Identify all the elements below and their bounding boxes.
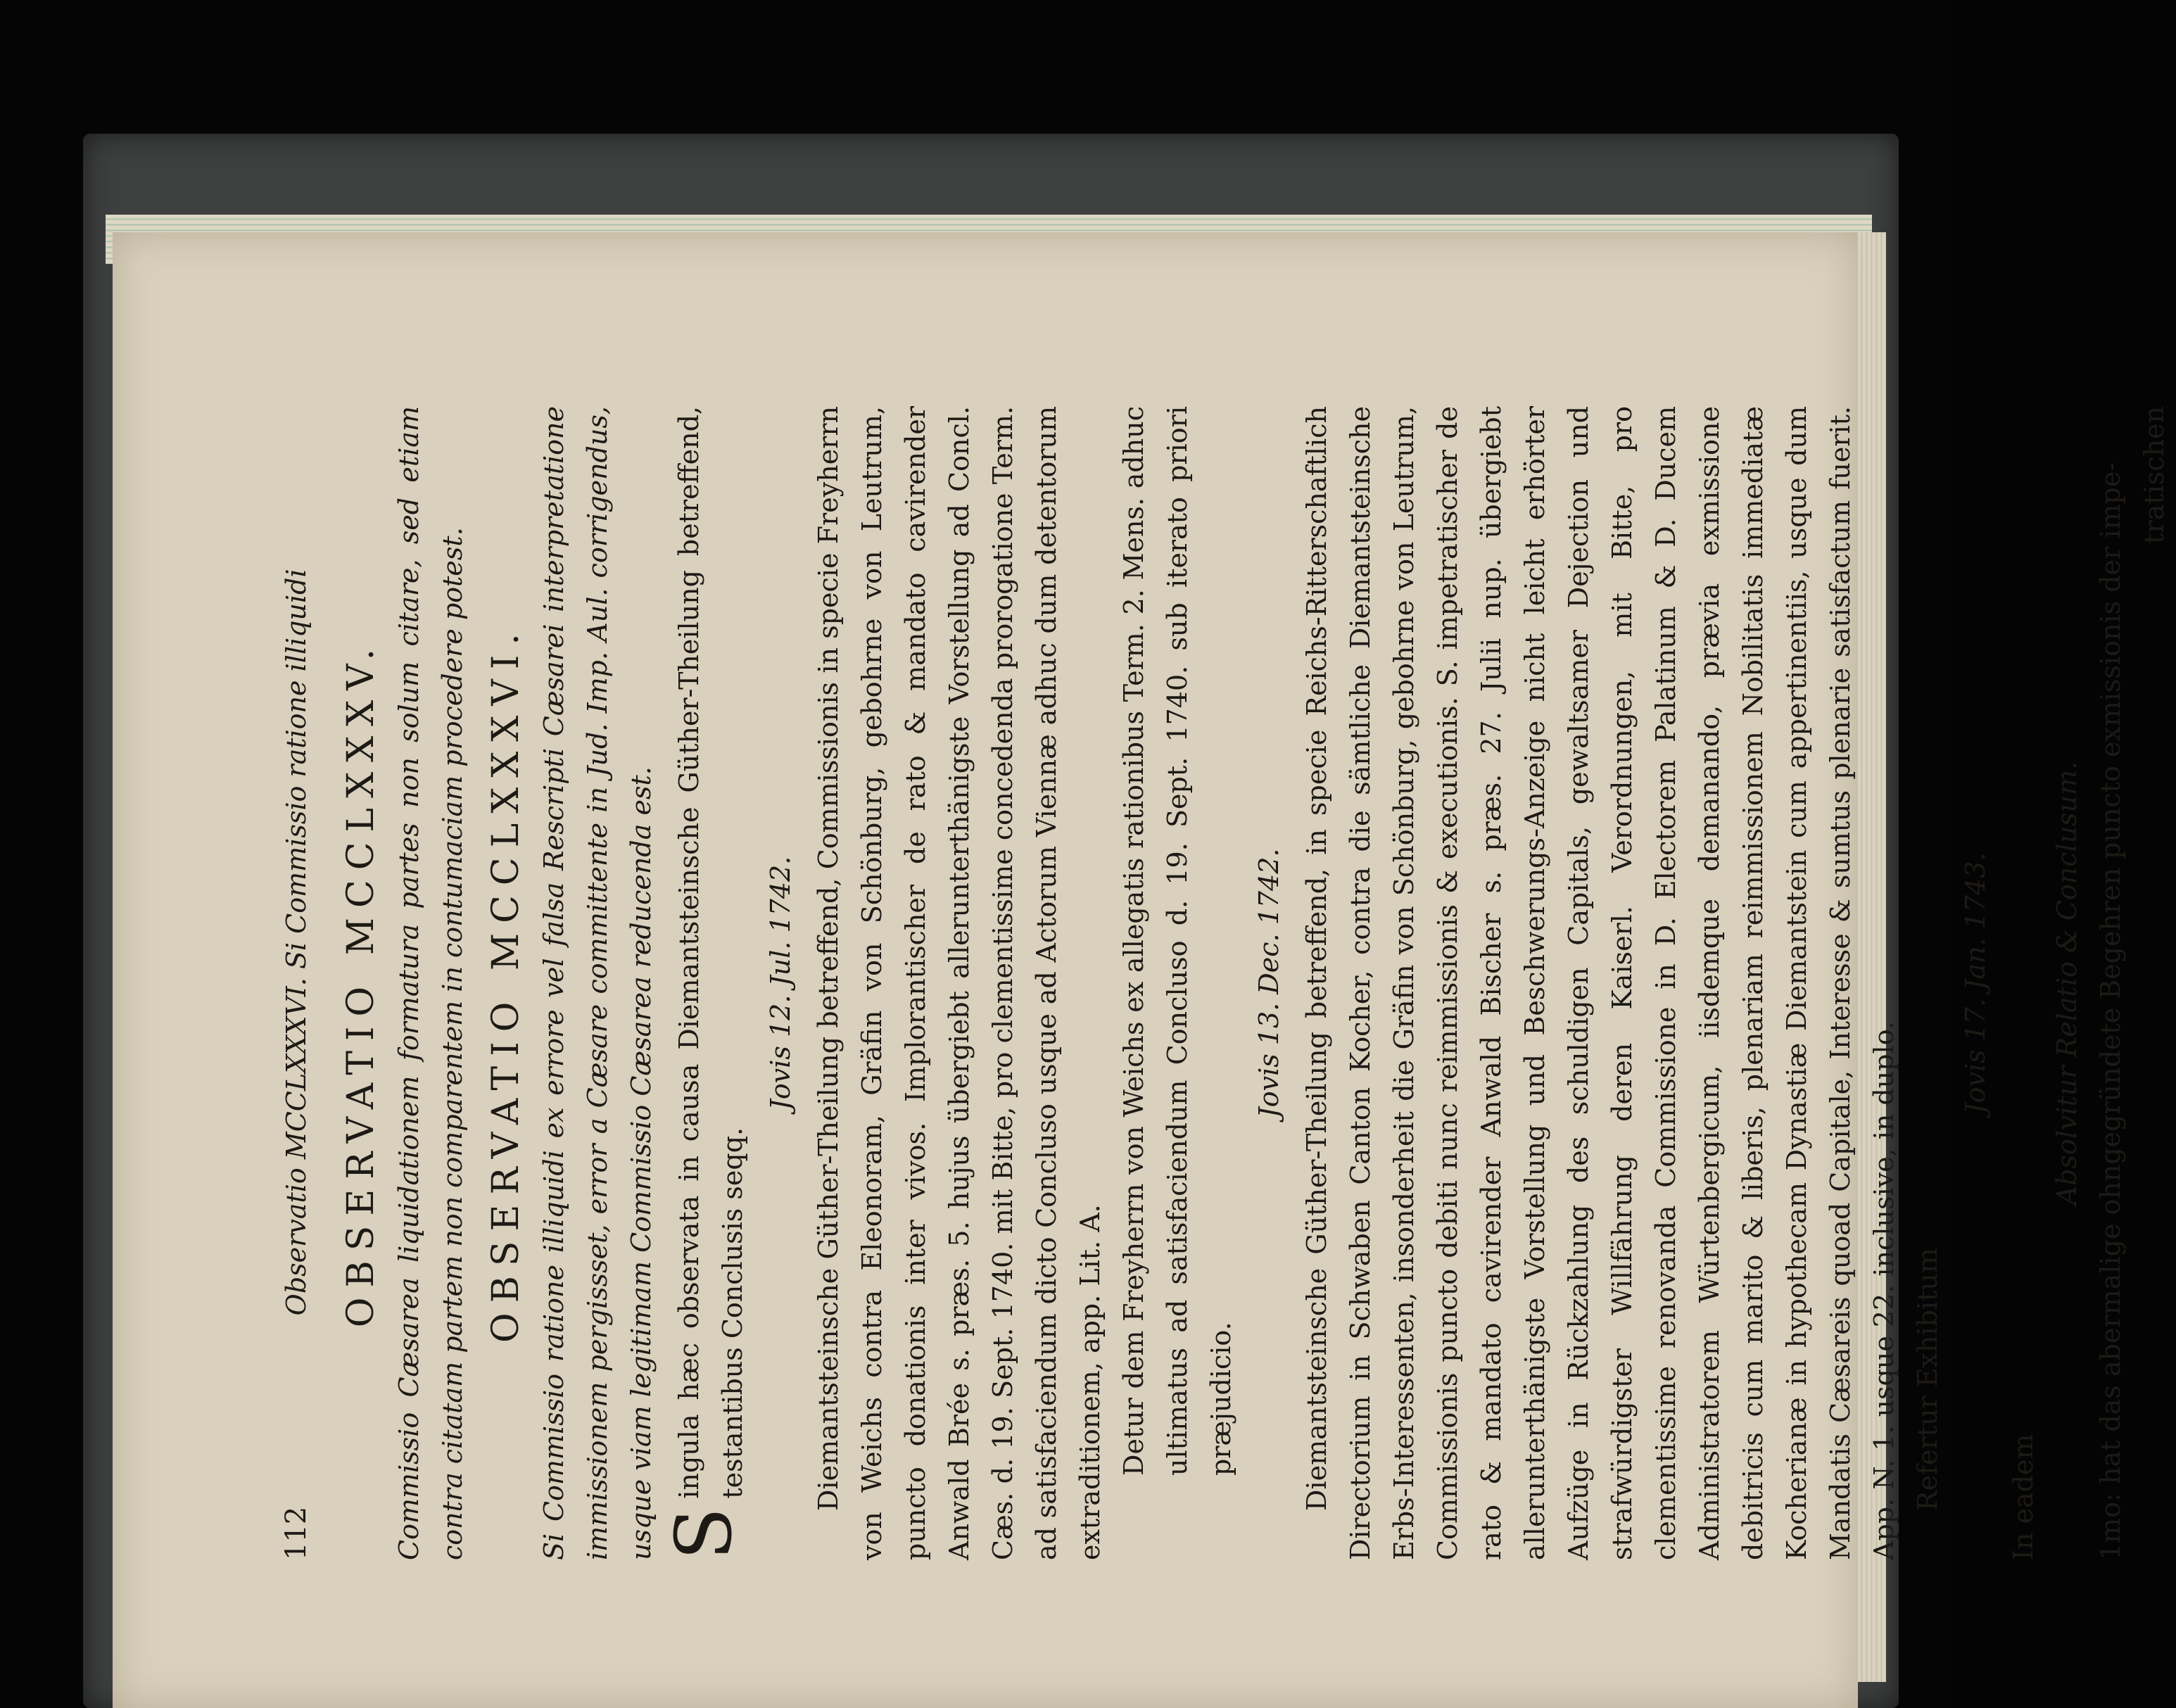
text-block — [274, 406, 2176, 1560]
observation-1285-heading: OBSERVATIO MCCLXXXV. — [340, 638, 382, 1328]
date-1: Jovis 12. Jul. 1742. — [765, 856, 796, 1111]
paragraph-2: Diemantsteinsche Güther-Theilung betreffend, in specie Reichs-Ritterschaftlich Directorium in Schwaben Canton Kocher, contra die sämtliche Diemantsteinsche Erbs-Interessenten, insonderheit die Gräfin von Schönburg, gebohrne von Leutrum, Commissionis puncto debiti nunc reimmissionis & executionis. S. impetratischer de rato & mandato cavirender Anwald Bischer s. præs. 27. Julii nup. übergiebt allerunterthänigste Vorstellung und Beschwerungs-Anzeige nicht leicht erhörter Aufzüge in Rückzahlung des schuldigen Capitals, gewaltsamer Dejection und strafwürdigster Willfährung deren Kaiserl. Verordnungen, mit Bitte, pro clementissime renovanda Commissione in D. Electorem Palatinum & D. Ducem Administratorem Würtenbergicum, iisdemque demanando, prævia exmissione debitricis cum marito & liberis, plenariam reimmissionem Nobilitatis immediatæ Kocherianæ in hypothecam Dynastiæ Diemantstein cum appertinentiis, usque dum Mandatis Cæsareis quoad Capitale, Interesse & sumtus plenarie satisfactum fuerit. App. N. 1. usque 22. inclusive, in duplo. — [1301, 406, 1899, 1560]
paragraph-1: Diemantsteinsche Güther-Theilung betreffend, Commissionis in specie Freyherrn von Weichs contra Eleonoram, Gräfin von Schönburg, gebohrne von Leutrum, puncto donationis inter vivos. Implorantischer de rato & mandato cavirender Anwald Brée s. præs. 5. hujus übergiebt allerunterthänigste Vorstellung ad Concl. Cæs. d. 19. Sept. 1740. mit Bitte, pro clementissime concedenda prorogatione Term. ad satisfaciendum dicto Concluso usque ad Actorum Viennæ adhuc dum detentorum extraditionem, app. Lit. A. — [813, 406, 1106, 1560]
observation-1286-heading: OBSERVATIO MCCLXXXVI. — [485, 624, 527, 1343]
intro-text: ingula hæc observata in causa Diemantsteinsche Güther-Theilung betreffend, testantibus Conclusis seqq. — [673, 406, 748, 1499]
catchword: tratischen — [2139, 406, 2170, 544]
date-3: Jovis 17. Jan. 1743. — [1960, 852, 1991, 1114]
running-title: Observatio MCCLXXXVI. Si Commissio ratione illiquidi — [281, 569, 312, 1316]
drop-cap: S — [659, 1507, 749, 1560]
item-1: 1mo: hat das abermalige ohngegründete Begehren puncto exmissionis der impe- — [2095, 462, 2126, 1560]
rotated-page-content — [113, 301, 2170, 1708]
running-head — [274, 406, 318, 1560]
book-page — [113, 232, 2170, 1708]
decree-1: Detur dem Freyherrn von Weichs ex allegatis rationibus Term. 2. Mens. adhuc ultimatus ad satisfaciendum Concluso d. 19. Sept. 1740. sub iterato priori præjudicio. — [1118, 406, 1236, 1476]
page-number: 112 — [280, 1506, 312, 1560]
observation-1286-summary: Si Commissio ratione illiquidi ex errore vel falsa Rescripti Cæsarei interpretatione immissionem pergissset, error a Cæsare committente in Jud. Imp. Aul. corrigendus, usque viam legitimam Commissio Cæsarea reducenda est. — [538, 406, 657, 1560]
in-eadem-line: In eadem — [2008, 1434, 2039, 1560]
date-2: Jovis 13. Dec. 1742. — [1253, 848, 1284, 1118]
refertur-line: Refertur Exhibitum — [1912, 1248, 1943, 1511]
absolvitur-line: Absolvitur Relatio & Conclusum. — [2051, 761, 2082, 1206]
observation-1285-summary: Commissio Cæsarea liquidationem formatura partes non solum citare, sed etiam contra citatam partem non comparentem in contumaciam procedere potest. — [393, 406, 468, 1560]
intro-paragraph — [659, 406, 754, 1560]
